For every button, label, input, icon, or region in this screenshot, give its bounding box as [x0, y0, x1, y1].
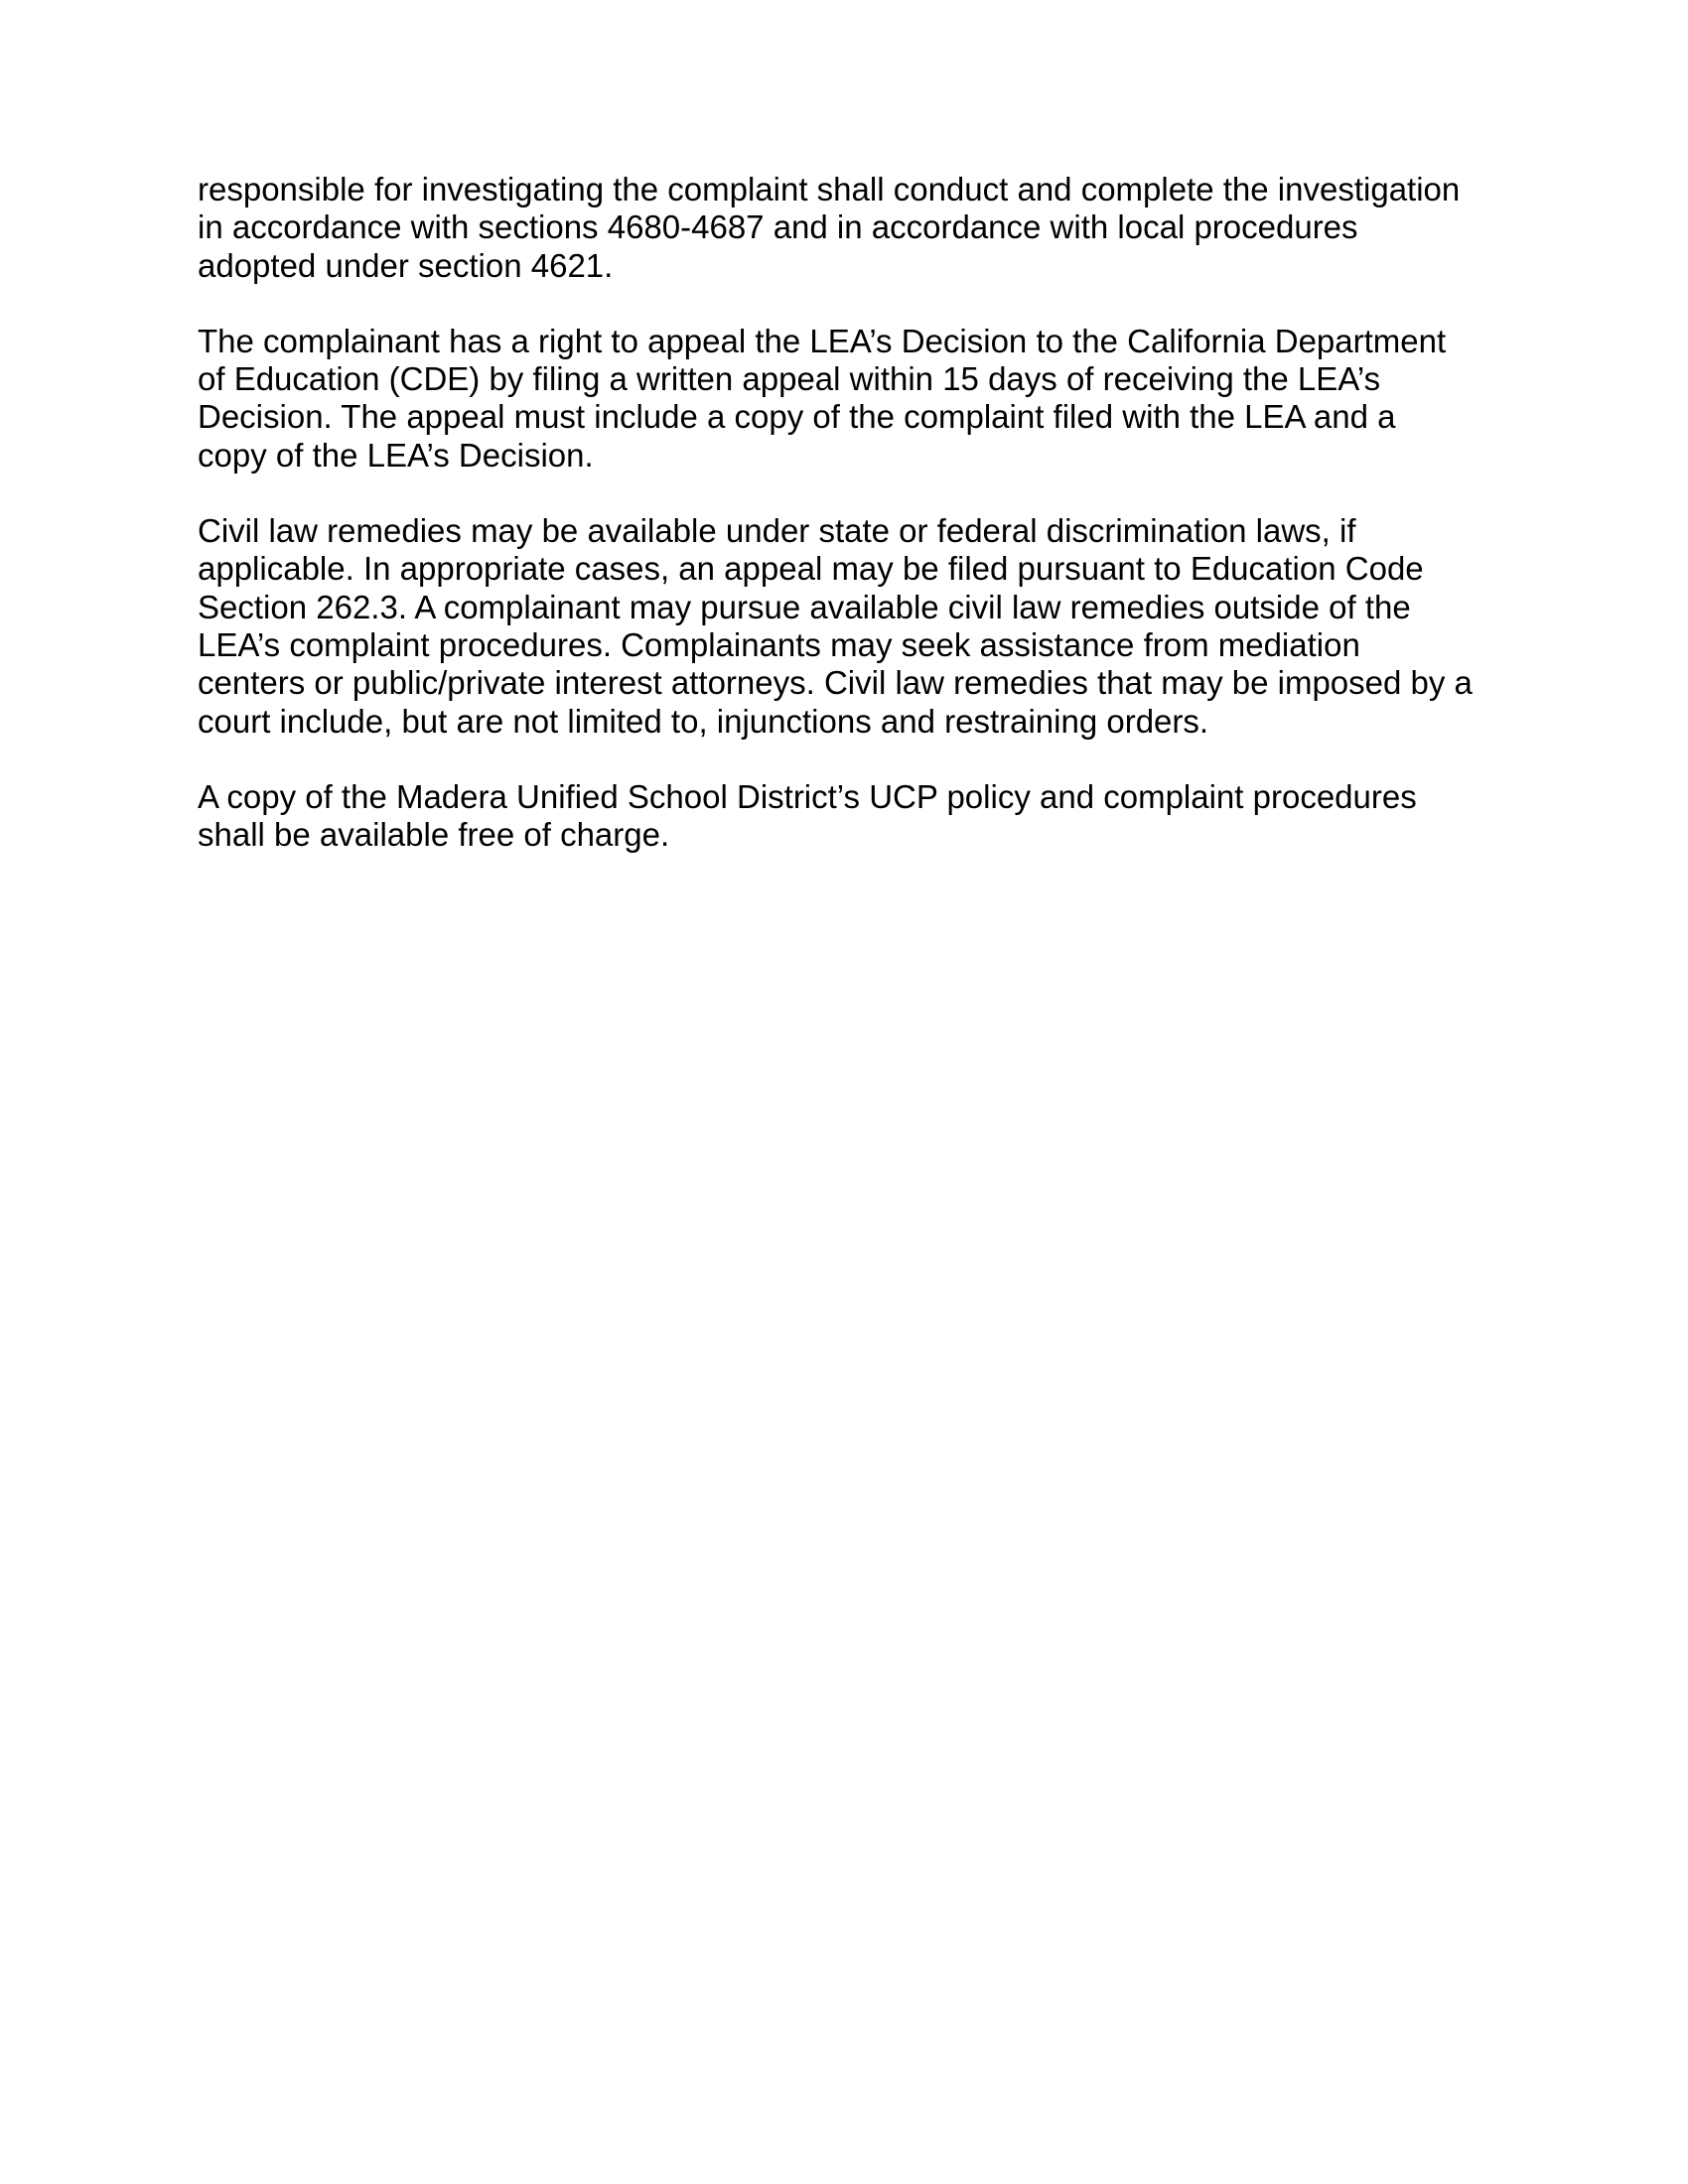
text-line: in accordance with sections 4680-4687 and in accordance with local procedures	[198, 208, 1358, 246]
text-line: of Education (CDE) by filing a written appeal within 15 days of receiving the LEA’s	[198, 360, 1381, 398]
text-line: responsible for investigating the complaint shall conduct and complete the investigation	[198, 171, 1461, 207]
text-line: Section 262.3. A complainant may pursue available civil law remedies outside of the	[198, 588, 1411, 625]
text-line: LEA’s complaint procedures. Complainants may seek assistance from mediation	[198, 625, 1360, 663]
text-line: copy of the LEA’s Decision.	[198, 436, 594, 474]
paragraph-civil-law-remedies	[198, 512, 1508, 741]
text-line: applicable. In appropriate cases, an appeal may be filed pursuant to Education Code	[198, 550, 1424, 588]
text-line: court include, but are not limited to, injunctions and restraining orders.	[198, 702, 1209, 740]
paragraph-investigation-procedure	[198, 171, 1508, 285]
text-line: Civil law remedies may be available under state or federal discrimination laws, if	[198, 512, 1356, 550]
text-line: centers or public/private interest attorneys. Civil law remedies that may be imposed by a	[198, 664, 1473, 702]
text-line: shall be available free of charge.	[198, 816, 670, 854]
text-line: Decision. The appeal must include a copy of the complaint filed with the LEA and a	[198, 398, 1396, 436]
text-line: adopted under section 4621.	[198, 246, 614, 284]
paragraph-policy-copy	[198, 778, 1508, 855]
text-line: The complainant has a right to appeal the LEA’s Decision to the California Department	[198, 322, 1447, 359]
document-body	[198, 171, 1508, 891]
paragraph-appeal-rights	[198, 323, 1508, 475]
text-line: A copy of the Madera Unified School District’s UCP policy and complaint procedures	[198, 777, 1417, 815]
